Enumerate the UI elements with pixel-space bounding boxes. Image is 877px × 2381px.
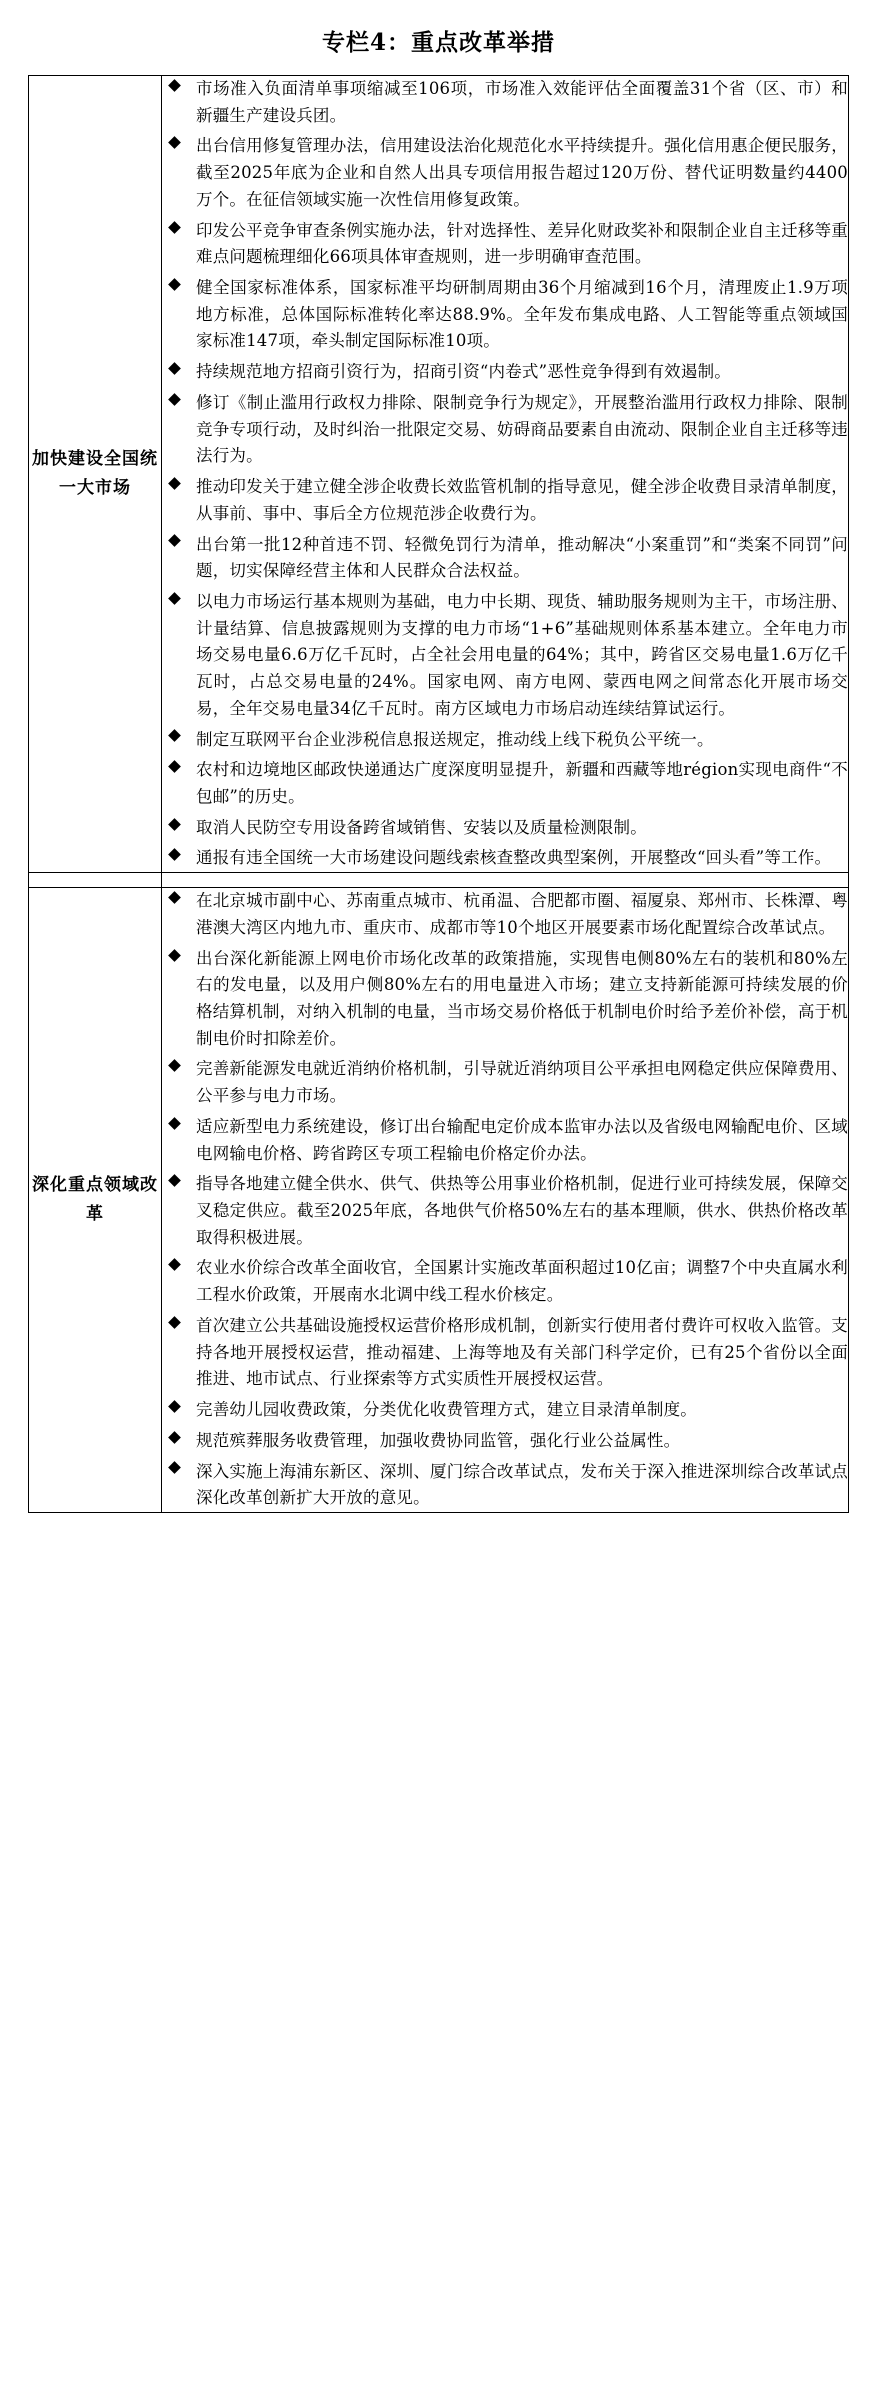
list-item xyxy=(162,1171,848,1251)
list-item-text: 推动印发关于建立健全涉企收费长效监管机制的指导意见，健全涉企收费目录清单制度，从事前、事中、事后全方位规范涉企收费行为。 xyxy=(196,477,848,523)
spacer-cell-left xyxy=(29,873,162,888)
list-item-text: 农村和边境地区邮政快递通达广度深度明显提升，新疆和西藏等地région实现电商件“不包邮”的历史。 xyxy=(196,760,848,806)
list-item-text: 持续规范地方招商引资行为，招商引资“内卷式”恶性竞争得到有效遏制。 xyxy=(196,362,731,382)
diamond-bullet-icon xyxy=(168,730,181,743)
diamond-bullet-icon xyxy=(168,1462,181,1475)
list-item-text: 在北京城市副中心、苏南重点城市、杭甬温、合肥都市圈、福厦泉、郑州市、长株潭、粤港澳大湾区内地九市、重庆市、成都市等10个地区开展要素市场化配置综合改革试点。 xyxy=(196,891,848,937)
table-row xyxy=(29,76,849,873)
diamond-bullet-icon xyxy=(168,760,181,773)
list-item-text: 首次建立公共基础设施授权运营价格形成机制，创新实行使用者付费许可权收入监管。支持各地开展授权运营，推动福建、上海等地及有关部门科学定价，已有25个省份以全面推进、地市试点、行业探索等方式实质性开展授权运营。 xyxy=(196,1315,848,1389)
diamond-bullet-icon xyxy=(168,1400,181,1413)
measures-list xyxy=(162,888,848,1512)
diamond-bullet-icon xyxy=(168,1117,181,1130)
diamond-bullet-icon xyxy=(168,535,181,548)
list-item-text: 规范殡葬服务收费管理，加强收费协同监管，强化行业公益属性。 xyxy=(196,1430,681,1450)
list-item xyxy=(162,845,848,872)
list-item xyxy=(162,1459,848,1512)
diamond-bullet-icon xyxy=(168,221,181,234)
list-item xyxy=(162,1114,848,1167)
spacer-cell-right xyxy=(162,873,849,888)
list-item-text: 健全国家标准体系，国家标准平均研制周期由36个月缩减到16个月，清理废止1.9万项地方标准，总体国际标准转化率达88.9%。全年发布集成电路、人工智能等重点领域国家标准147项，牵头制定国际标准10项。 xyxy=(196,278,848,351)
diamond-bullet-icon xyxy=(168,1316,181,1329)
page-title: 专栏4：重点改革举措 xyxy=(321,29,555,56)
list-item-text: 完善幼儿园收费政策，分类优化收费管理方式，建立目录清单制度。 xyxy=(196,1400,697,1420)
diamond-bullet-icon xyxy=(168,362,181,375)
list-item xyxy=(162,218,848,271)
list-item-text: 修订《制止滥用行政权力排除、限制竞争行为规定》，开展整治滥用行政权力排除、限制竞争专项行动，及时纠治一批限定交易、妨碍商品要素自由流动、限制企业自主迁移等违法行为。 xyxy=(196,392,848,466)
diamond-bullet-icon xyxy=(168,949,181,962)
list-item xyxy=(162,359,848,386)
diamond-bullet-icon xyxy=(168,818,181,831)
diamond-bullet-icon xyxy=(168,1174,181,1187)
list-item-text: 指导各地建立健全供水、供气、供热等公用事业价格机制，促进行业可持续发展，保障交叉稳定供应。截至2025年底，各地供气价格50%左右的基本理顺，供水、供热价格改革取得积极进展。 xyxy=(196,1174,848,1247)
list-item xyxy=(162,474,848,527)
list-item-text: 完善新能源发电就近消纳价格机制，引导就近消纳项目公平承担电网稳定供应保障费用、公平参与电力市场。 xyxy=(196,1059,848,1106)
list-item xyxy=(162,1397,848,1424)
list-item-text: 通报有违全国统一大市场建设问题线索核查整改典型案例，开展整改“回头看”等工作。 xyxy=(196,848,832,868)
diamond-bullet-icon xyxy=(168,393,181,406)
list-item-text: 出台第一批12种首违不罚、轻微免罚行为清单，推动解决“小案重罚”和“类案不同罚”问题，切实保障经营主体和人民群众合法权益。 xyxy=(196,534,848,581)
list-item xyxy=(162,1255,848,1308)
list-item-text: 农业水价综合改革全面收官，全国累计实施改革面积超过10亿亩；调整7个中央直属水利工程水价政策，开展南水北调中线工程水价核定。 xyxy=(196,1258,848,1305)
diamond-bullet-icon xyxy=(168,848,181,861)
list-item xyxy=(162,589,848,723)
measures-cell xyxy=(162,76,849,873)
list-item xyxy=(162,757,848,810)
list-item xyxy=(162,1428,848,1455)
category-cell: 加快建设全国统一大市场 xyxy=(29,76,162,873)
measures-list xyxy=(162,76,848,872)
list-item xyxy=(162,532,848,585)
list-item-text: 出台深化新能源上网电价市场化改革的政策措施，实现售电侧80%左右的装机和80%左右的发电量，以及用户侧80%左右的用电量进入市场；建立支持新能源可持续发展的价格结算机制，对纳入机制的电量，当市场交易价格低于机制电价时给予差价补偿，高于机制电价时扣除差价。 xyxy=(196,948,848,1048)
diamond-bullet-icon xyxy=(168,1431,181,1444)
diamond-bullet-icon xyxy=(168,891,181,904)
list-item xyxy=(162,946,848,1053)
category-cell: 深化重点领域改革 xyxy=(29,888,162,1513)
list-item-text: 出台信用修复管理办法，信用建设法治化规范化水平持续提升。强化信用惠企便民服务，截至2025年底为企业和自然人出具专项信用报告超过120万份、替代证明数量约4400万个。在征信领域实施一次性信用修复政策。 xyxy=(196,136,848,209)
diamond-bullet-icon xyxy=(168,592,181,605)
list-item-text: 制定互联网平台企业涉税信息报送规定，推动线上线下税负公平统一。 xyxy=(196,729,714,749)
table-row xyxy=(29,888,849,1513)
measures-cell xyxy=(162,888,849,1513)
list-item-text: 市场准入负面清单事项缩减至106项，市场准入效能评估全面覆盖31个省（区、市）和新疆生产建设兵团。 xyxy=(196,79,848,125)
diamond-bullet-icon xyxy=(168,1259,181,1272)
list-item xyxy=(162,133,848,213)
diamond-bullet-icon xyxy=(168,137,181,150)
diamond-bullet-icon xyxy=(168,477,181,490)
list-item xyxy=(162,815,848,842)
reform-measures-table xyxy=(28,75,849,1513)
diamond-bullet-icon xyxy=(168,278,181,291)
list-item xyxy=(162,390,848,470)
list-item xyxy=(162,1056,848,1109)
list-item xyxy=(162,76,848,129)
list-item xyxy=(162,275,848,355)
list-item-text: 适应新型电力系统建设，修订出台输配电定价成本监审办法以及省级电网输配电价、区域电网输电价格、跨省跨区专项工程输电价格定价办法。 xyxy=(196,1116,848,1163)
table-spacer xyxy=(29,873,849,888)
list-item xyxy=(162,727,848,754)
list-item-text: 以电力市场运行基本规则为基础，电力中长期、现货、辅助服务规则为主干，市场注册、计量结算、信息披露规则为支撑的电力市场“1+6”基础规则体系基本建立。全年电力市场交易电量6.6万亿千瓦时，占全社会用电量的64%；其中，跨省区交易电量1.6万亿千瓦时，占总交易电量的24%。国家电网、南方电网、蒙西电网之间常态化开展市场交易，全年交易电量34亿千瓦时。南方区域电力市场启动连续结算试运行。 xyxy=(196,591,848,718)
list-item-text: 印发公平竞争审查条例实施办法，针对选择性、差异化财政奖补和限制企业自主迁移等重难点问题梳理细化66项具体审查规则，进一步明确审查范围。 xyxy=(196,220,848,267)
list-item-text: 深入实施上海浦东新区、深圳、厦门综合改革试点，发布关于深入推进深圳综合改革试点深化改革创新扩大开放的意见。 xyxy=(196,1461,848,1508)
list-item-text: 取消人民防空专用设备跨省域销售、安装以及质量检测限制。 xyxy=(196,817,647,837)
list-item xyxy=(162,1313,848,1393)
list-item xyxy=(162,888,848,941)
diamond-bullet-icon xyxy=(168,1060,181,1073)
diamond-bullet-icon xyxy=(168,79,181,92)
